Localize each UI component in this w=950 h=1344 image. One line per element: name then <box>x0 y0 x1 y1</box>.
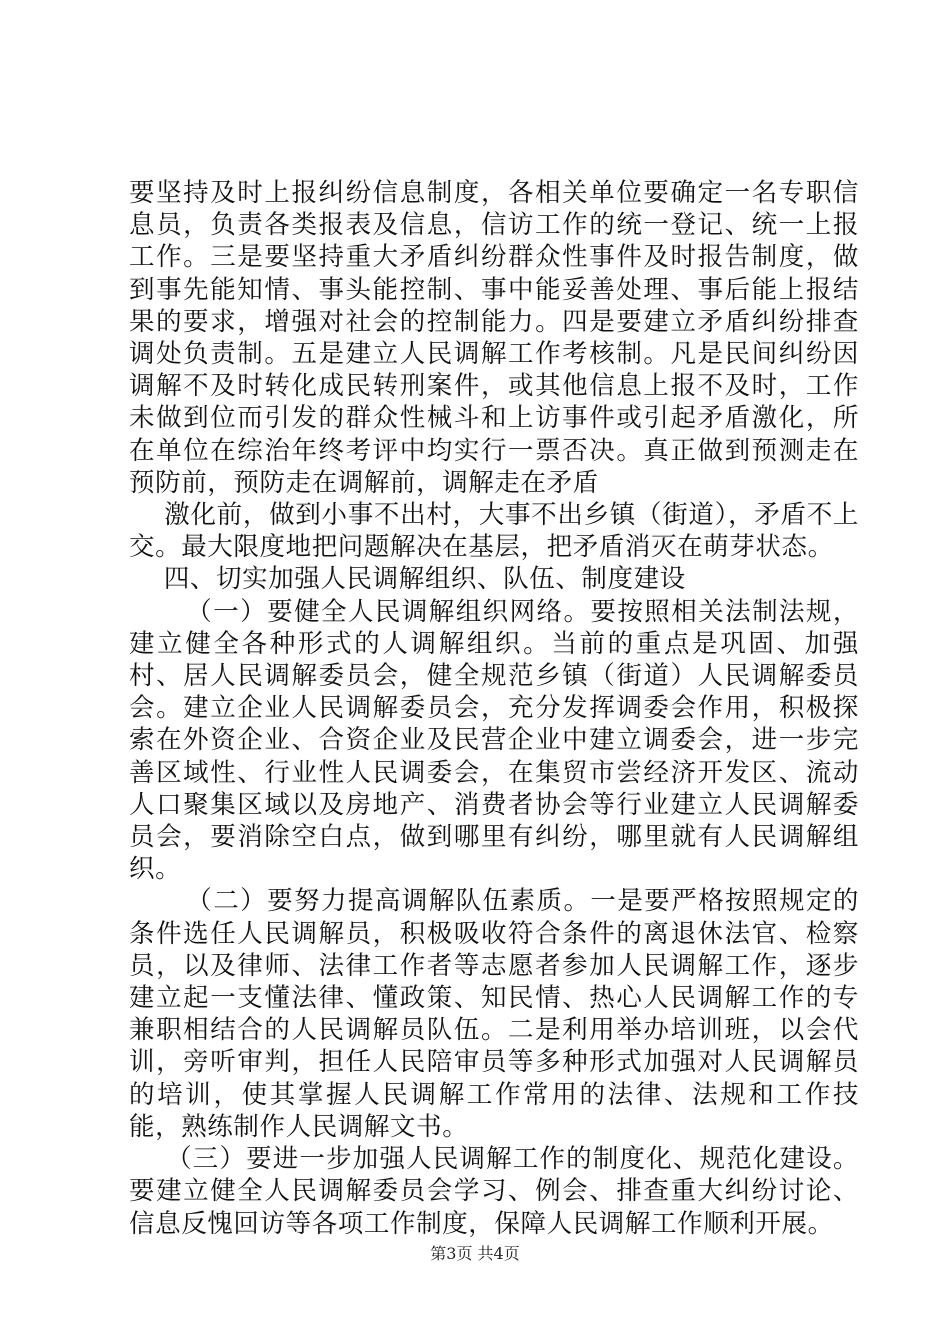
paragraph-organization-network: （一）要健全人民调解组织网络。要按照相关法制法规，建立健全各种形式的人调解组织。当前的重点是巩固、加强村、居人民调解委员会，健全规范乡镇（街道）人民调解委员会。建立企业人民调解委员会，充分发挥调委会作用，积极探索在外资企业、合资企业及民营企业中建立调委会，进一步完善区域性、行业性人民调委会，在集贸市尝经济开发区、流动人口聚集区域以及房地产、消费者协会等行业建立人民调解委员会，要消除空白点，做到哪里有纠纷，哪里就有人民调解组织。 <box>129 596 859 885</box>
paragraph-institutionalization: （三）要进一步加强人民调解工作的制度化、规范化建设。要建立健全人民调解委员会学习、例会、排查重大纠纷讨论、信息反愧回访等各项工作制度，保障人民调解工作顺利开展。 <box>129 1144 859 1239</box>
paragraph-grassroots-resolution: 激化前，做到小事不出村，大事不出乡镇（街道），矛盾不上交。最大限度地把问题解决在基层，把矛盾消灭在萌芽状态。 <box>129 500 860 563</box>
paragraph-reporting-system: 要坚持及时上报纠纷信息制度，各相关单位要确定一名专职信息员，负责各类报表及信息，信访工作的统一登记、统一上报工作。三是要坚持重大矛盾纠纷群众性事件及时报告制度，做到事先能知情、事头能控制、事中能妥善处理、事后能上报结果的要求，增强对社会的控制能力。四是要建立矛盾纠纷排查调处负责制。五是建立人民调解工作考核制。凡是民间纠纷因调解不及时转化成民转刑案件，或其他信息上报不及时，工作未做到位而引发的群众性械斗和上访事件或引起矛盾激化，所在单位在综治年终考评中均实行一票否决。真正做到预测走在预防前，预防走在调解前，调解走在矛盾 <box>129 178 859 498</box>
paragraph-team-quality: （二）要努力提高调解队伍素质。一是要严格按照规定的条件选任人民调解员，积极吸收符合条件的离退休法官、检察员，以及律师、法律工作者等志愿者参加人民调解工作，逐步建立起一支懂法律、懂政策、知民情、热心人民调解工作的专兼职相结合的人民调解员队伍。二是利用举办培训班，以会代训，旁听审判，担任人民陪审员等多种形式加强对人民调解员的培训，使其掌握人民调解工作常用的法律、法规和工作技能，熟练制作人民调解文书。 <box>129 886 859 1142</box>
document-body <box>129 177 859 1240</box>
section-heading-4: 四、切实加强人民调解组织、队伍、制度建设 <box>129 564 686 595</box>
page-number-footer: 第3页 共4页 <box>430 1244 520 1263</box>
